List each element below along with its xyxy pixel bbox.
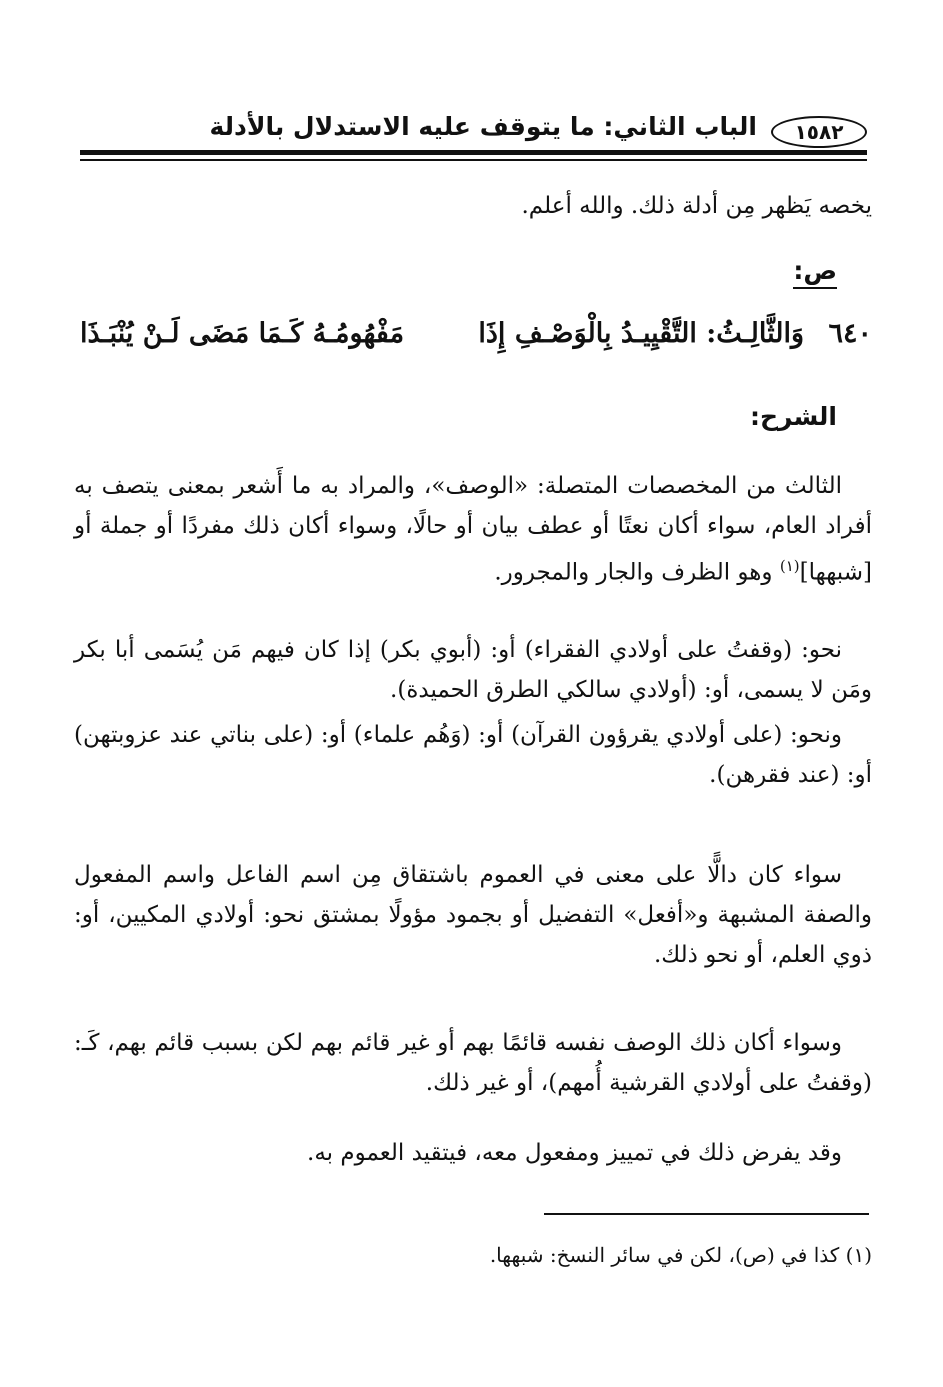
verse-number: ٦٤٠ (828, 318, 872, 349)
paragraph-5: وسواء أكان ذلك الوصف نفسه قائمًا بهم أو غير قائم بهم لكن بسبب قائم بهم، كَـ: (وقفتُ على أولادي القرشية أُمهم)، أو غير ذلك. (74, 1030, 872, 1096)
footnote: (١) كذا في (ص)، لكن في سائر النسخ: شبهها. (489, 1243, 872, 1267)
chapter-title: الباب الثاني: ما يتوقف عليه الاستدلال بالأدلة (209, 112, 757, 141)
paragraph-2: نحو: (وقفتُ على أولادي الفقراء) أو: (أبوي بكر) إذا كان فيهم مَن يُسَمى أبا بكر ومَن لا يسمى، أو: (أولادي سالكي الطرق الحميدة). (74, 637, 872, 703)
running-header (80, 108, 867, 148)
text-heading-label: ص: (793, 256, 837, 289)
paragraph-1-text-end: وهو الظرف والجار والمجرور. (494, 559, 780, 586)
header-rule-thick (80, 150, 867, 155)
paragraph-1 (74, 466, 872, 593)
footnote-reference: (١) (779, 557, 800, 575)
page-number-badge: ١٥٨٢ (771, 116, 867, 148)
verse-second-hemistich: مَفْهُومُـهُ كَـمَا مَضَى لَـنْ يُنْبَـذَا (80, 318, 405, 349)
paragraph-1-text: الثالث من المخصصات المتصلة: «الوصف»، والمراد به ما أَشعر بمعنى يتصف به أفراد العام، سواء أكان نعتًا أو عطف بيان أو حالًا، وسواء أكان ذلك مفردًا أو جملة أو [شبهها] (74, 473, 872, 586)
header-rule-thin (80, 159, 867, 161)
intro-line: يخصه يَظهر مِن أدلة ذلك. والله أعلم. (521, 193, 872, 219)
paragraph-4: سواء كان دالًّا على معنى في العموم باشتقاق مِن اسم الفاعل واسم المفعول والصفة المشبهة و«أفعل» التفضيل أو بجمود مؤولًا بمشتق نحو: أولادي المكيين، أو: ذوي العلم، أو نحو ذلك. (74, 862, 872, 968)
paragraph-3: ونحو: (على أولادي يقرؤون القرآن) أو: (وَهُم علماء) أو: (على بناتي عند عزوبتهن) أو: (عند فقرهن). (74, 722, 872, 788)
paragraph-6: وقد يفرض ذلك في تمييز ومفعول معه، فيتقيد العموم به. (307, 1140, 842, 1166)
verse-first-hemistich: وَالثَّالِـثُ: التَّقْيِيـدُ بِالْوَصْـفِ إِذَا (478, 318, 804, 349)
footnote-separator (544, 1213, 869, 1215)
commentary-heading: الشرح: (750, 402, 837, 431)
text-heading (793, 256, 837, 285)
